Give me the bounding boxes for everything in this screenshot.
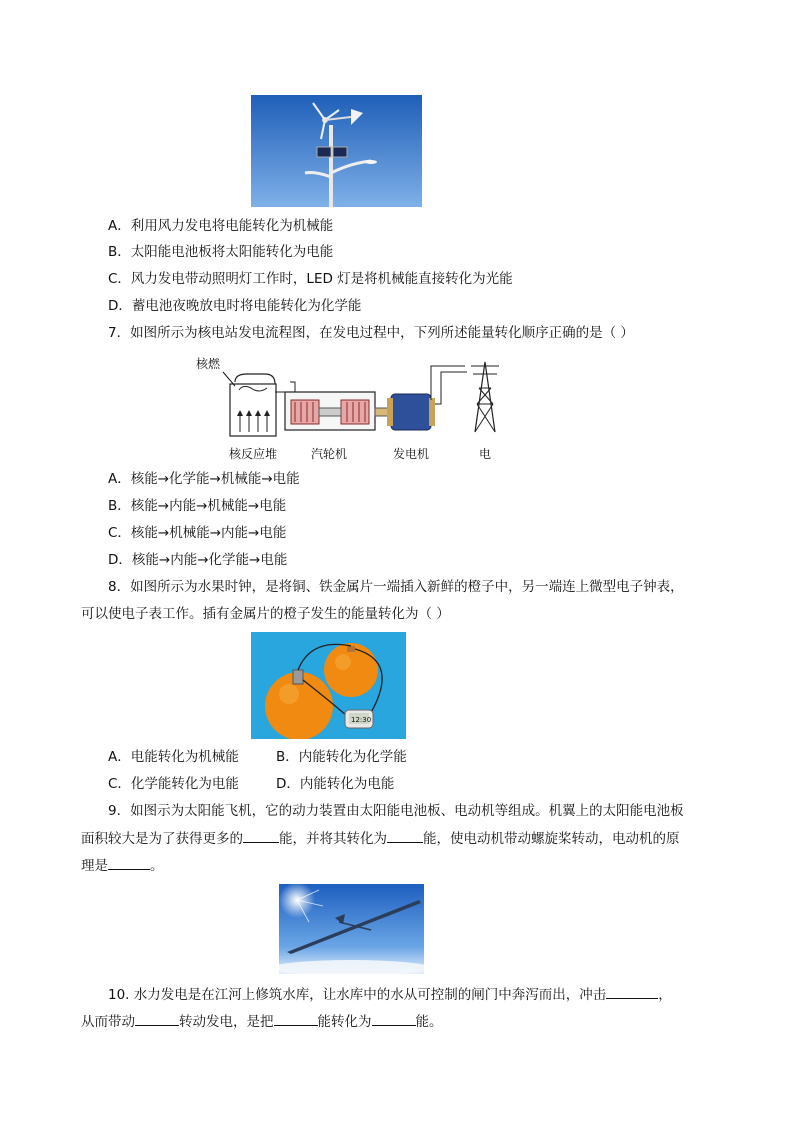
clock-display: 12:30 — [351, 716, 372, 724]
q10-blank-2[interactable] — [135, 1011, 179, 1026]
q6-option-d: D．蓄电池夜晚放电时将电能转化为化学能 — [108, 298, 362, 314]
q7-option-c: C．核能→机械能→内能→电能 — [108, 525, 287, 541]
nuclear-plant-diagram — [195, 352, 525, 464]
q9-line1: 9．如图示为太阳能飞机，它的动力装置由太阳能电池板、电动机等组成。机翼上的太阳能电池板 — [108, 803, 684, 819]
q10-text-a: 10. 水力发电是在江河上修筑水库，让水库中的水从可控制的闸门中奔泻而出，冲击 — [108, 987, 607, 1003]
q7-option-d: D．核能→内能→化学能→电能 — [108, 552, 288, 568]
q6-option-b: B．太阳能电池板将太阳能转化为电能 — [108, 244, 334, 260]
solar-plane-photo — [279, 884, 424, 974]
q8-option-c: C．化学能转化为电能 — [108, 776, 239, 792]
fruit-clock-photo — [251, 632, 406, 739]
q7-option-a: A．核能→化学能→机械能→电能 — [108, 471, 300, 487]
label-generator: 发电机 — [393, 447, 430, 461]
q9-text-b: 能，并将其转化为 — [279, 831, 387, 847]
q10-blank-4[interactable] — [372, 1011, 416, 1026]
q6-option-c: C．风力发电带动照明灯工作时，LED 灯是将机械能直接转化为光能 — [108, 271, 513, 287]
q8-option-a: A．电能转化为机械能 — [108, 749, 239, 765]
q9-text-a: 面积较大是为了获得更多的 — [81, 831, 243, 847]
q8-option-d: D．内能转化为电能 — [276, 776, 395, 792]
q9-text-c: 能，使电动机带动螺旋桨转动，电动机的原 — [423, 831, 680, 847]
fruit-clock-illustration — [251, 632, 406, 739]
wind-solar-lamp-illustration — [251, 95, 422, 207]
q7-stem: 7．如图所示为核电站发电流程图，在发电过程中，下列所述能量转化顺序正确的是（ ） — [108, 325, 634, 341]
q10-line1 — [108, 984, 672, 1005]
q9-text-e: 。 — [150, 858, 164, 874]
q9-blank-3[interactable] — [108, 855, 150, 870]
label-reactor: 核反应堆 — [229, 447, 278, 461]
wind-solar-lamp-photo — [251, 95, 422, 207]
q8-stem-line1: 8．如图所示为水果时钟，是将铜、铁金属片一端插入新鲜的橙子中，另一端连上微型电子钟表， — [108, 579, 684, 595]
q7-option-b: B．核能→内能→机械能→电能 — [108, 498, 287, 514]
q9-line2 — [81, 828, 680, 849]
q10-text-c: 从而带动 — [81, 1014, 135, 1030]
q10-line2 — [81, 1011, 443, 1032]
q6-option-a: A．利用风力发电将电能转化为机械能 — [108, 218, 334, 234]
q10-text-e: 能转化为 — [317, 1014, 372, 1030]
q8-stem-line2: 可以使电子表工作。插有金属片的橙子发生的能量转化为（ ） — [81, 606, 450, 622]
label-turbine: 汽轮机 — [311, 447, 348, 461]
q9-line3 — [81, 855, 164, 876]
q10-text-b: ， — [658, 987, 672, 1003]
q10-blank-3[interactable] — [274, 1011, 318, 1026]
q8-option-b: B．内能转化为化学能 — [276, 749, 407, 765]
label-electricity: 电 — [479, 447, 492, 461]
q10-blank-1[interactable] — [606, 984, 658, 999]
nuclear-flow-illustration — [195, 352, 525, 464]
q10-text-f: 能。 — [415, 1014, 443, 1030]
q9-blank-1[interactable] — [243, 828, 279, 843]
q9-text-d: 理是 — [81, 858, 108, 874]
solar-plane-illustration — [279, 884, 424, 974]
q9-blank-2[interactable] — [387, 828, 423, 843]
reactor-fuel-label: 核燃 — [196, 357, 221, 371]
q10-text-d: 转动发电，是把 — [179, 1014, 274, 1030]
